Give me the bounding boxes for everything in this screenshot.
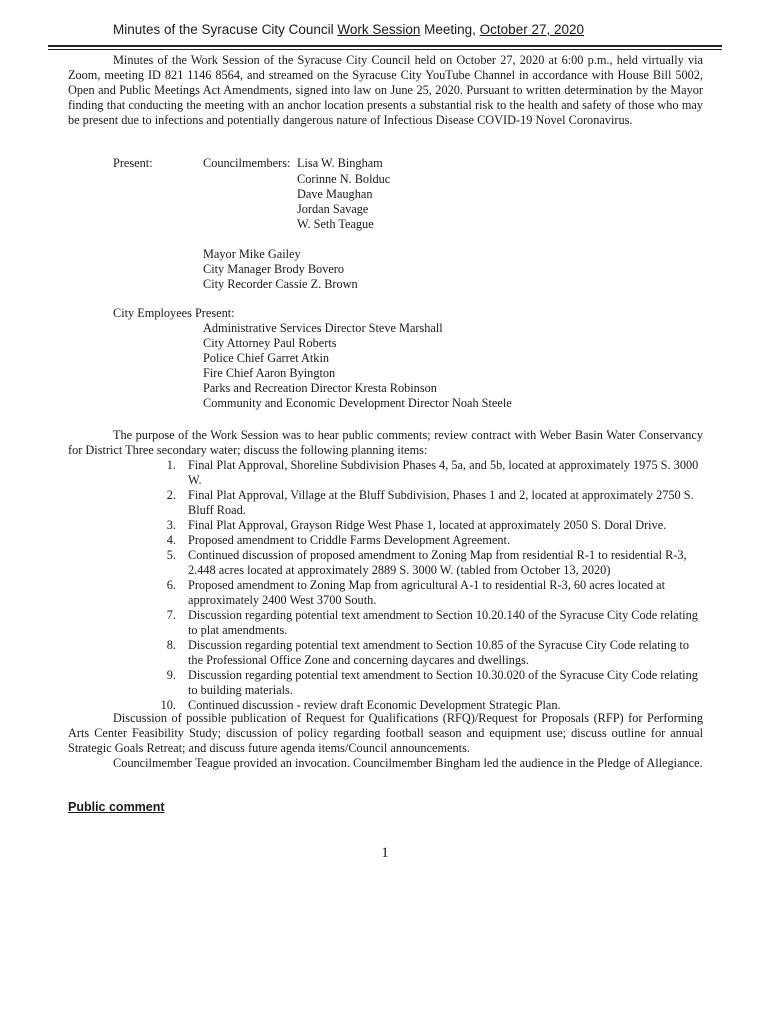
councilmember-name: Lisa W. Bingham	[297, 156, 383, 170]
employee-name: Fire Chief Aaron Byington	[203, 366, 336, 380]
list-item-text: Proposed amendment to Zoning Map from agricultural A-1 to residential R-3, 60 acres located at approximately 2400 West 3700 South.	[188, 578, 666, 607]
list-item	[68, 668, 703, 698]
list-item	[68, 533, 703, 548]
list-item-text: Final Plat Approval, Grayson Ridge West Phase 1, located at approximately 2050 S. Doral Drive.	[188, 518, 667, 532]
page-header	[113, 22, 584, 37]
official-name: Mayor Mike Gailey	[203, 247, 301, 261]
list-item	[68, 548, 703, 578]
employees-label: City Employees Present:	[113, 306, 235, 320]
list-item	[68, 458, 703, 488]
list-item-text: Discussion regarding potential text amendment to Section 10.30.020 of the Syracuse City Code relating to building materials.	[188, 668, 698, 697]
list-item-text: Continued discussion - review draft Economic Development Strategic Plan.	[188, 698, 561, 712]
list-item-number: 10.	[160, 698, 176, 712]
present-label: Present:	[113, 156, 153, 170]
councilmember-name: Corinne N. Bolduc	[297, 172, 391, 186]
list-item-number: 7.	[166, 608, 176, 622]
employee-name: Community and Economic Development Director Noah Steele	[203, 396, 512, 410]
list-item-number: 1.	[166, 458, 176, 472]
header-date: October 27, 2020	[479, 22, 584, 37]
planning-items-list	[68, 458, 703, 713]
section-heading-public-comment: Public comment	[68, 800, 165, 814]
councilmember-name: Jordan Savage	[297, 202, 369, 216]
list-item-number: 3.	[166, 518, 176, 532]
header-prefix: Minutes of the Syracuse City Council	[113, 22, 338, 37]
intro-paragraph: Minutes of the Work Session of the Syracuse City Council held on October 27, 2020 at 6:00 p.m., held virtually via Zoom, meeting ID 821 1146 8564, and streamed on the Syracuse City YouTube Channel in accordance with House Bill 5002, Open and Public Meetings Act Amendments, signed into law on June 25, 2020. Pursuant to written determination by the Mayor finding that conducting the meeting with an anchor location presents a substantial risk to the health and safety of those who may be present due to infections and potentially dangerous nature of Infectious Disease COVID-19 Novel Coronavirus.	[68, 53, 703, 127]
councilmembers-label: Councilmembers:	[203, 156, 291, 170]
employee-name: Parks and Recreation Director Kresta Robinson	[203, 381, 437, 395]
official-name: City Recorder Cassie Z. Brown	[203, 277, 358, 291]
list-item-number: 4.	[166, 533, 176, 547]
list-item	[68, 578, 703, 608]
councilmember-name: Dave Maughan	[297, 187, 373, 201]
official-name: City Manager Brody Bovero	[203, 262, 345, 276]
list-item-text: Discussion regarding potential text amendment to Section 10.20.140 of the Syracuse City Code relating to plat amendments.	[188, 608, 698, 637]
list-item-text: Continued discussion of proposed amendment to Zoning Map from residential R-1 to residential R-3, 2.448 acres located at approximately 2889 S. 3000 W. (tabled from October 13, 2020)	[188, 548, 687, 577]
invocation-paragraph: Councilmember Teague provided an invocation. Councilmember Bingham led the audience in the Pledge of Allegiance.	[113, 756, 703, 770]
list-item	[68, 608, 703, 638]
list-item	[68, 638, 703, 668]
list-item-number: 6.	[166, 578, 176, 592]
page-number: 1	[381, 845, 389, 861]
header-session-type: Work Session	[337, 22, 421, 37]
employee-name: City Attorney Paul Roberts	[203, 336, 337, 350]
list-item-number: 2.	[166, 488, 176, 502]
list-item-text: Final Plat Approval, Shoreline Subdivision Phases 4, 5a, and 5b, located at approximately 1975 S. 3000 W.	[188, 458, 699, 487]
employee-name: Administrative Services Director Steve Marshall	[203, 321, 443, 335]
header-rule-thin	[48, 49, 722, 50]
list-item	[68, 518, 703, 533]
header-middle: Meeting,	[420, 22, 480, 37]
purpose-paragraph: The purpose of the Work Session was to hear public comments; review contract with Weber Basin Water Conservancy for District Three secondary water; discuss the following planning items:	[68, 428, 703, 457]
list-item-number: 9.	[166, 668, 176, 682]
list-item-number: 5.	[166, 548, 176, 562]
list-item-number: 8.	[166, 638, 176, 652]
councilmember-name: W. Seth Teague	[297, 217, 374, 231]
header-rule-thick	[48, 45, 722, 47]
discussion-paragraph: Discussion of possible publication of Request for Qualifications (RFQ)/Request for Proposals (RFP) for Performing Arts Center Feasibility Study; discussion of policy regarding football season and equipment use; discuss outline for annual Strategic Goals Retreat; and discuss future agenda items/Council announcements.	[68, 711, 703, 755]
list-item-text: Final Plat Approval, Village at the Bluff Subdivision, Phases 1 and 2, located at approximately 2750 S. Bluff Road.	[188, 488, 694, 517]
list-item-text: Discussion regarding potential text amendment to Section 10.85 of the Syracuse City Code relating to the Professional Office Zone and concerning daycares and dwellings.	[188, 638, 689, 667]
list-item	[68, 488, 703, 518]
list-item-text: Proposed amendment to Criddle Farms Development Agreement.	[188, 533, 511, 547]
employee-name: Police Chief Garret Atkin	[203, 351, 330, 365]
